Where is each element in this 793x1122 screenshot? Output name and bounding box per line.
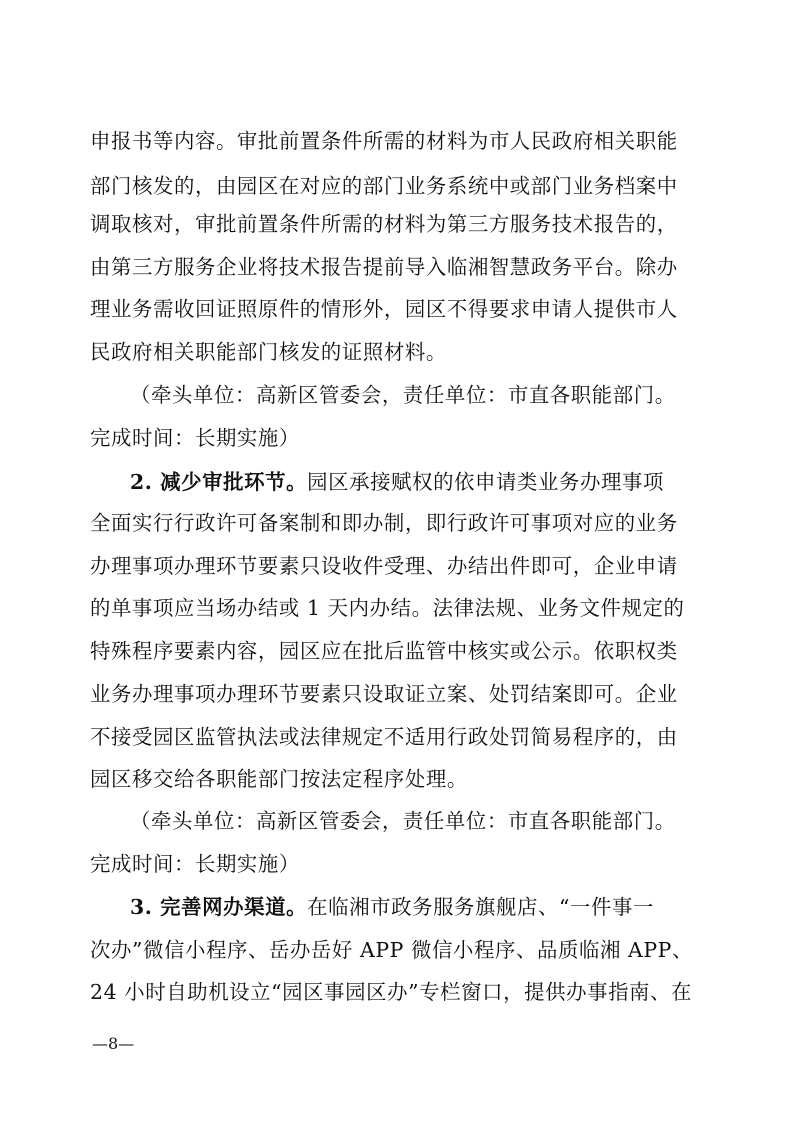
responsibility-note: （牵头单位：高新区管委会，责任单位：市直各职能部门。	[130, 383, 676, 407]
paragraph-line: 24 小时自助机设立“园区事园区办”专栏窗口，提供办事指南、在	[90, 980, 693, 1004]
paragraph-line: 特殊程序要素内容，园区应在批后监管中核实或公示。依职权类	[90, 639, 678, 663]
page-number: —8—	[92, 1034, 135, 1053]
section-3-heading: 3. 完善网办渠道。	[130, 895, 308, 919]
section-3-text: 在临湘市政务服务旗舰店、“一件事一	[307, 895, 654, 919]
paragraph-line: 园区移交给各职能部门按法定程序处理。	[90, 767, 468, 791]
completion-time-note: 完成时间：长期实施）	[90, 852, 300, 876]
paragraph-line: 业务办理事项办理环节要素只设取证立案、处罚结案即可。企业	[90, 682, 678, 706]
paragraph-line: 理业务需收回证照原件的情形外，园区不得要求申请人提供市人	[90, 297, 678, 321]
paragraph-line: 的单事项应当场办结或 1 天内办结。法律法规、业务文件规定的	[90, 596, 685, 620]
paragraph-line: 部门核发的，由园区在对应的部门业务系统中或部门业务档案中	[90, 174, 678, 198]
paragraph-line: 民政府相关职能部门核发的证照材料。	[90, 340, 447, 364]
paragraph-line: 次办”微信小程序、岳办岳好 APP 微信小程序、品质临湘 APP、	[90, 938, 693, 962]
paragraph-line: 全面实行行政许可备案制和即办制，即行政许可事项对应的业务	[90, 511, 678, 535]
paragraph-line: 申报书等内容。审批前置条件所需的材料为市人民政府相关职能	[90, 129, 678, 153]
paragraph-line: 办理事项办理环节要素只设收件受理、办结出件即可，企业申请	[90, 554, 678, 578]
responsibility-note: （牵头单位：高新区管委会，责任单位：市直各职能部门。	[130, 809, 676, 833]
section-2-heading: 2. 减少审批环节。	[130, 470, 308, 494]
section-3-first-line	[130, 892, 705, 922]
section-2-first-line	[130, 467, 705, 497]
paragraph-line: 不接受园区监管执法或法律规定不适用行政处罚简易程序的，由	[90, 725, 678, 749]
paragraph-line: 调取核对，审批前置条件所需的材料为第三方服务技术报告的，	[90, 212, 678, 236]
section-2-text: 园区承接赋权的依申请类业务办理事项	[307, 470, 664, 494]
completion-time-note: 完成时间：长期实施）	[90, 426, 300, 450]
paragraph-line: 由第三方服务企业将技术报告提前导入临湘智慧政务平台。除办	[90, 255, 678, 279]
